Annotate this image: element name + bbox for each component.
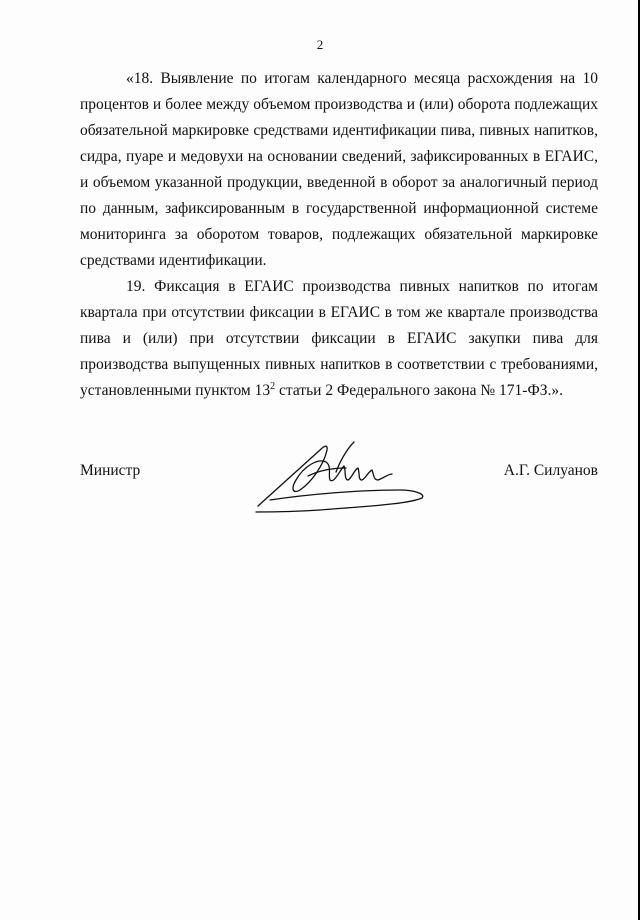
signer-name: А.Г. Силуанов — [503, 462, 598, 479]
paragraph-19-text: 19. Фиксация в ЕГАИС производства пивных напитков по итогам квартала при отсутствии фиксации в ЕГАИС в том же квартале производства пива и (или) при отсутствии фиксации в ЕГАИС закупки пива для производства выпущенных пивных напитков в соответствии с требованиями, установленными пунктом 13 — [80, 278, 598, 399]
paragraph-18: «18. Выявление по итогам календарного месяца расхождения на 10 процентов и более между объемом производства и (или) оборота подлежащих обязательной маркировке средствами идентификации пива, пивных напитков, сидра, пуаре и медовухи на основании сведений, зафиксированных в ЕГАИС, и объемом указанной продукции, введенной в оборот за аналогичный период по данным, зафиксированным в государственной информационной системе мониторинга за оборотом товаров, подлежащих обязательной маркировке средствами идентификации. — [80, 70, 598, 269]
paragraph-19 — [80, 274, 598, 404]
paragraph-19-superscript: 2 — [270, 380, 276, 392]
document-body — [80, 66, 598, 404]
handwritten-signature — [250, 436, 440, 514]
page-number: 2 — [316, 37, 324, 52]
paragraph-19-tail: статьи 2 Федерального закона № 171-ФЗ.». — [275, 382, 563, 399]
signer-position: Министр — [80, 462, 141, 479]
